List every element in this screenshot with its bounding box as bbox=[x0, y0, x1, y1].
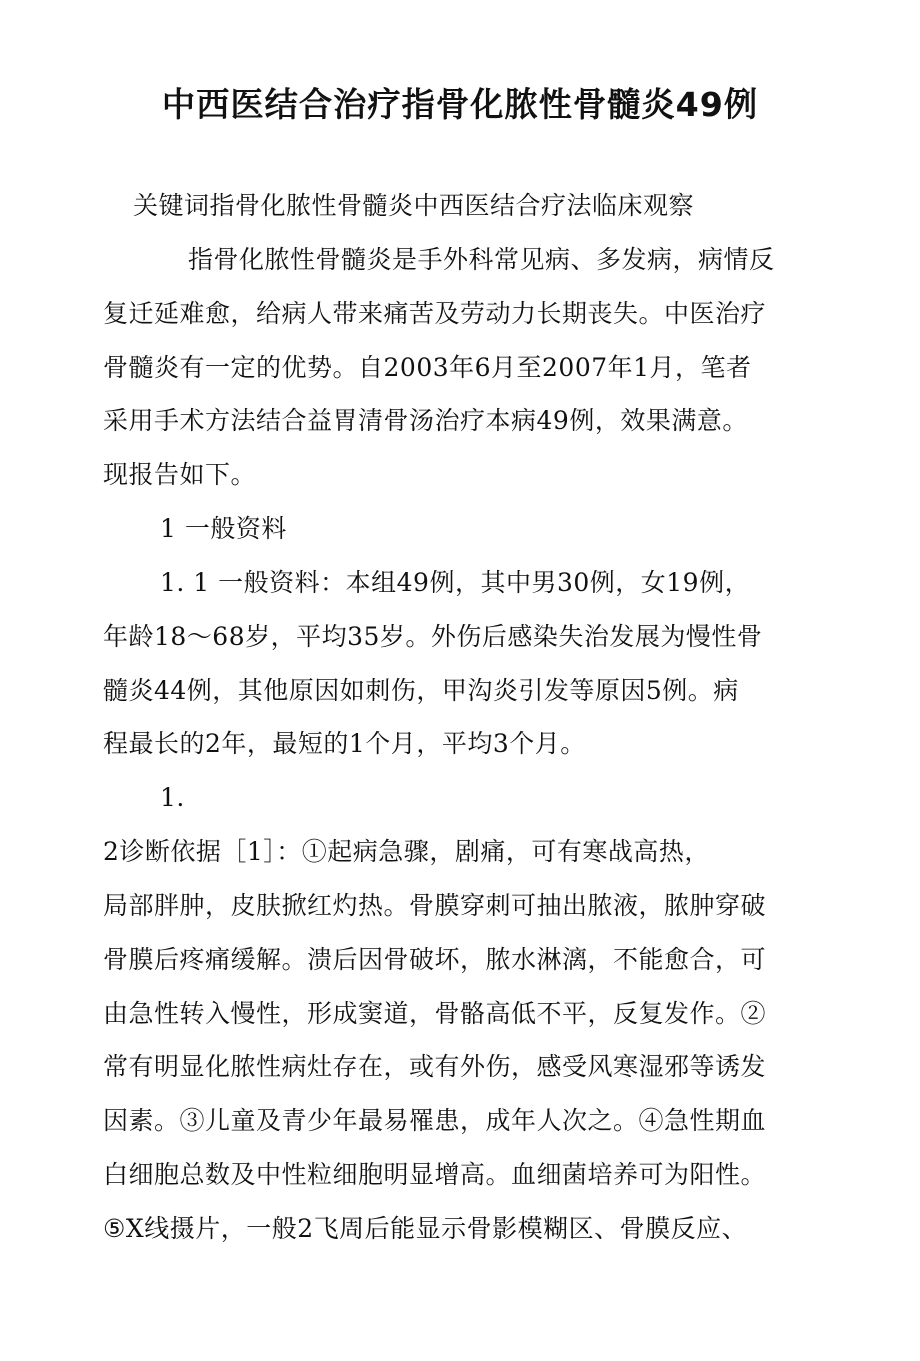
paragraph-line: 现报告如下。 bbox=[103, 460, 257, 489]
document-title: 中西医结合治疗指骨化脓性骨髓炎49例 bbox=[161, 85, 759, 124]
subsection-number: 1. bbox=[160, 783, 185, 812]
paragraph-line: 常有明显化脓性病灶存在，或有外伤，感受风寒湿邪等诱发 bbox=[103, 1052, 767, 1081]
paragraph-line: 程最长的2年，最短的1个月，平均3个月。 bbox=[103, 729, 586, 758]
keywords-line: 关键词指骨化脓性骨髓炎中西医结合疗法临床观察 bbox=[133, 191, 695, 220]
paragraph-line: 1. 1 一般资料：本组49例，其中男30例，女19例， bbox=[160, 568, 751, 597]
paragraph-line: 骨髓炎有一定的优势。自2003年6月至2007年1月，笔者 bbox=[103, 353, 752, 382]
paragraph-line: 局部胖肿，皮肤掀红灼热。骨膜穿刺可抽出脓液，脓肿穿破 bbox=[103, 891, 767, 920]
paragraph-line: 年龄18～68岁，平均35岁。外伤后感染失治发展为慢性骨 bbox=[103, 622, 763, 651]
paragraph-line: ⑤X线摄片，一般2飞周后能显示骨影模糊区、骨膜反应、 bbox=[103, 1214, 748, 1243]
paragraph-line: 骨膜后疼痛缓解。溃后因骨破坏，脓水淋漓，不能愈合，可 bbox=[103, 945, 767, 974]
paragraph-line: 白细胞总数及中性粒细胞明显增高。血细菌培养可为阳性。 bbox=[103, 1160, 767, 1189]
paragraph-line: 髓炎44例，其他原因如刺伤，甲沟炎引发等原因5例。病 bbox=[103, 676, 739, 705]
paragraph-line: 由急性转入慢性，形成窦道，骨骼高低不平，反复发作。② bbox=[103, 999, 767, 1028]
section-heading: 1 一般资料 bbox=[160, 514, 287, 543]
paragraph-line: 2诊断依据［1］：①起病急骤，剧痛，可有寒战高热， bbox=[103, 837, 710, 866]
paragraph-line: 因素。③儿童及青少年最易罹患，成年人次之。④急性期血 bbox=[103, 1106, 767, 1135]
paragraph-line: 采用手术方法结合益胃清骨汤治疗本病49例，效果满意。 bbox=[103, 406, 748, 435]
paragraph-line: 指骨化脓性骨髓炎是手外科常见病、多发病，病情反 bbox=[188, 245, 775, 274]
paragraph-line: 复迁延难愈，给病人带来痛苦及劳动力长期丧失。中医治疗 bbox=[103, 299, 767, 328]
